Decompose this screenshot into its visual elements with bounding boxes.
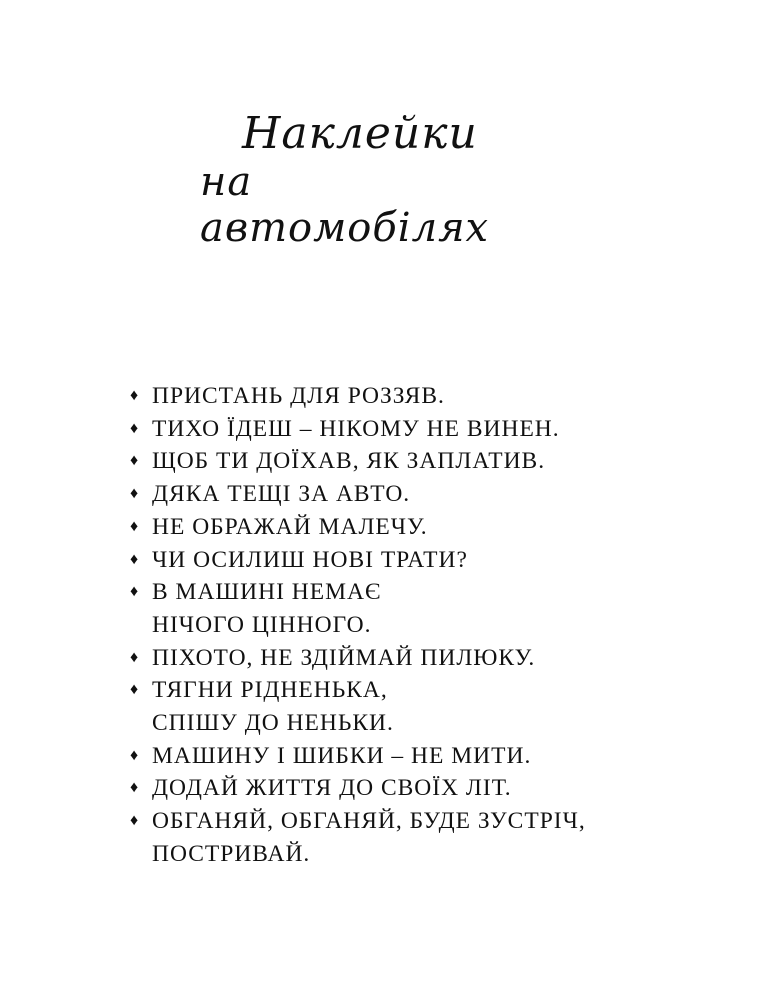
list-item-text	[152, 478, 410, 511]
list-item	[130, 740, 730, 773]
diamond-icon: ♦	[130, 419, 140, 437]
list-item	[130, 674, 730, 739]
sticker-list	[130, 380, 730, 871]
list-item-text	[152, 445, 545, 478]
list-item-line: НІЧОГО ЦІННОГО.	[152, 611, 372, 638]
diamond-icon: ♦	[130, 550, 140, 568]
diamond-icon: ♦	[130, 517, 140, 535]
diamond-icon: ♦	[130, 812, 140, 830]
list-item	[130, 805, 730, 870]
list-item-text	[152, 805, 586, 870]
list-item-line: ТИХО ЇДЕШ – НІКОМУ НЕ ВИНЕН.	[152, 415, 560, 442]
list-item-line: ЩОБ ТИ ДОЇХАВ, ЯК ЗАПЛАТИВ.	[152, 448, 546, 475]
list-item-text	[152, 674, 394, 739]
list-item-line: ПРИСТАНЬ ДЛЯ РОЗЗЯВ.	[152, 383, 445, 409]
list-item-line: СПІШУ ДО НЕНЬКИ.	[152, 710, 394, 737]
list-item	[130, 544, 730, 577]
list-item-text	[152, 511, 428, 544]
list-item-line: ОБГАНЯЙ, ОБГАНЯЙ, БУДЕ ЗУСТРІЧ,	[152, 808, 586, 835]
page-title	[200, 109, 520, 251]
list-item-text	[152, 772, 512, 805]
diamond-icon: ♦	[130, 583, 140, 601]
list-item-line: ЧИ ОСИЛИШ НОВІ ТРАТИ?	[152, 546, 468, 573]
list-item	[130, 413, 730, 446]
diamond-icon: ♦	[130, 681, 140, 699]
diamond-icon: ♦	[130, 485, 140, 503]
title-line-2: на автомобілях	[200, 159, 490, 252]
list-item-text	[152, 380, 445, 413]
list-item	[130, 642, 730, 675]
list-item-line: ПОСТРИВАЙ.	[152, 840, 311, 867]
list-item-line: В МАШИНІ НЕМАЄ	[152, 579, 382, 606]
list-item	[130, 380, 730, 413]
list-item-text	[152, 642, 535, 675]
diamond-icon: ♦	[130, 452, 140, 470]
diamond-icon: ♦	[130, 387, 140, 404]
list-item	[130, 511, 730, 544]
list-item-line: ТЯГНИ РІДНЕНЬКА,	[152, 677, 388, 704]
list-item-line: МАШИНУ І ШИБКИ – НЕ МИТИ.	[152, 742, 532, 769]
title-line-1: Наклейки	[242, 108, 478, 160]
list-item-text	[152, 544, 468, 577]
list-item-text	[152, 576, 381, 641]
list-item	[130, 445, 730, 478]
list-item	[130, 772, 730, 805]
list-item-text	[152, 740, 531, 773]
diamond-icon: ♦	[130, 746, 140, 764]
list-item-line: ДОДАЙ ЖИТТЯ ДО СВОЇХ ЛІТ.	[152, 775, 512, 802]
list-item	[130, 478, 730, 511]
list-item	[130, 576, 730, 641]
list-item-line: ДЯКА ТЕЩІ ЗА АВТО.	[152, 481, 411, 508]
list-item-line: ПІХОТО, НЕ ЗДІЙМАЙ ПИЛЮКУ.	[152, 644, 536, 671]
list-item-line: НЕ ОБРАЖАЙ МАЛЕЧУ.	[152, 513, 428, 540]
diamond-icon: ♦	[130, 779, 140, 797]
list-item-text	[152, 413, 560, 446]
diamond-icon: ♦	[130, 648, 140, 666]
